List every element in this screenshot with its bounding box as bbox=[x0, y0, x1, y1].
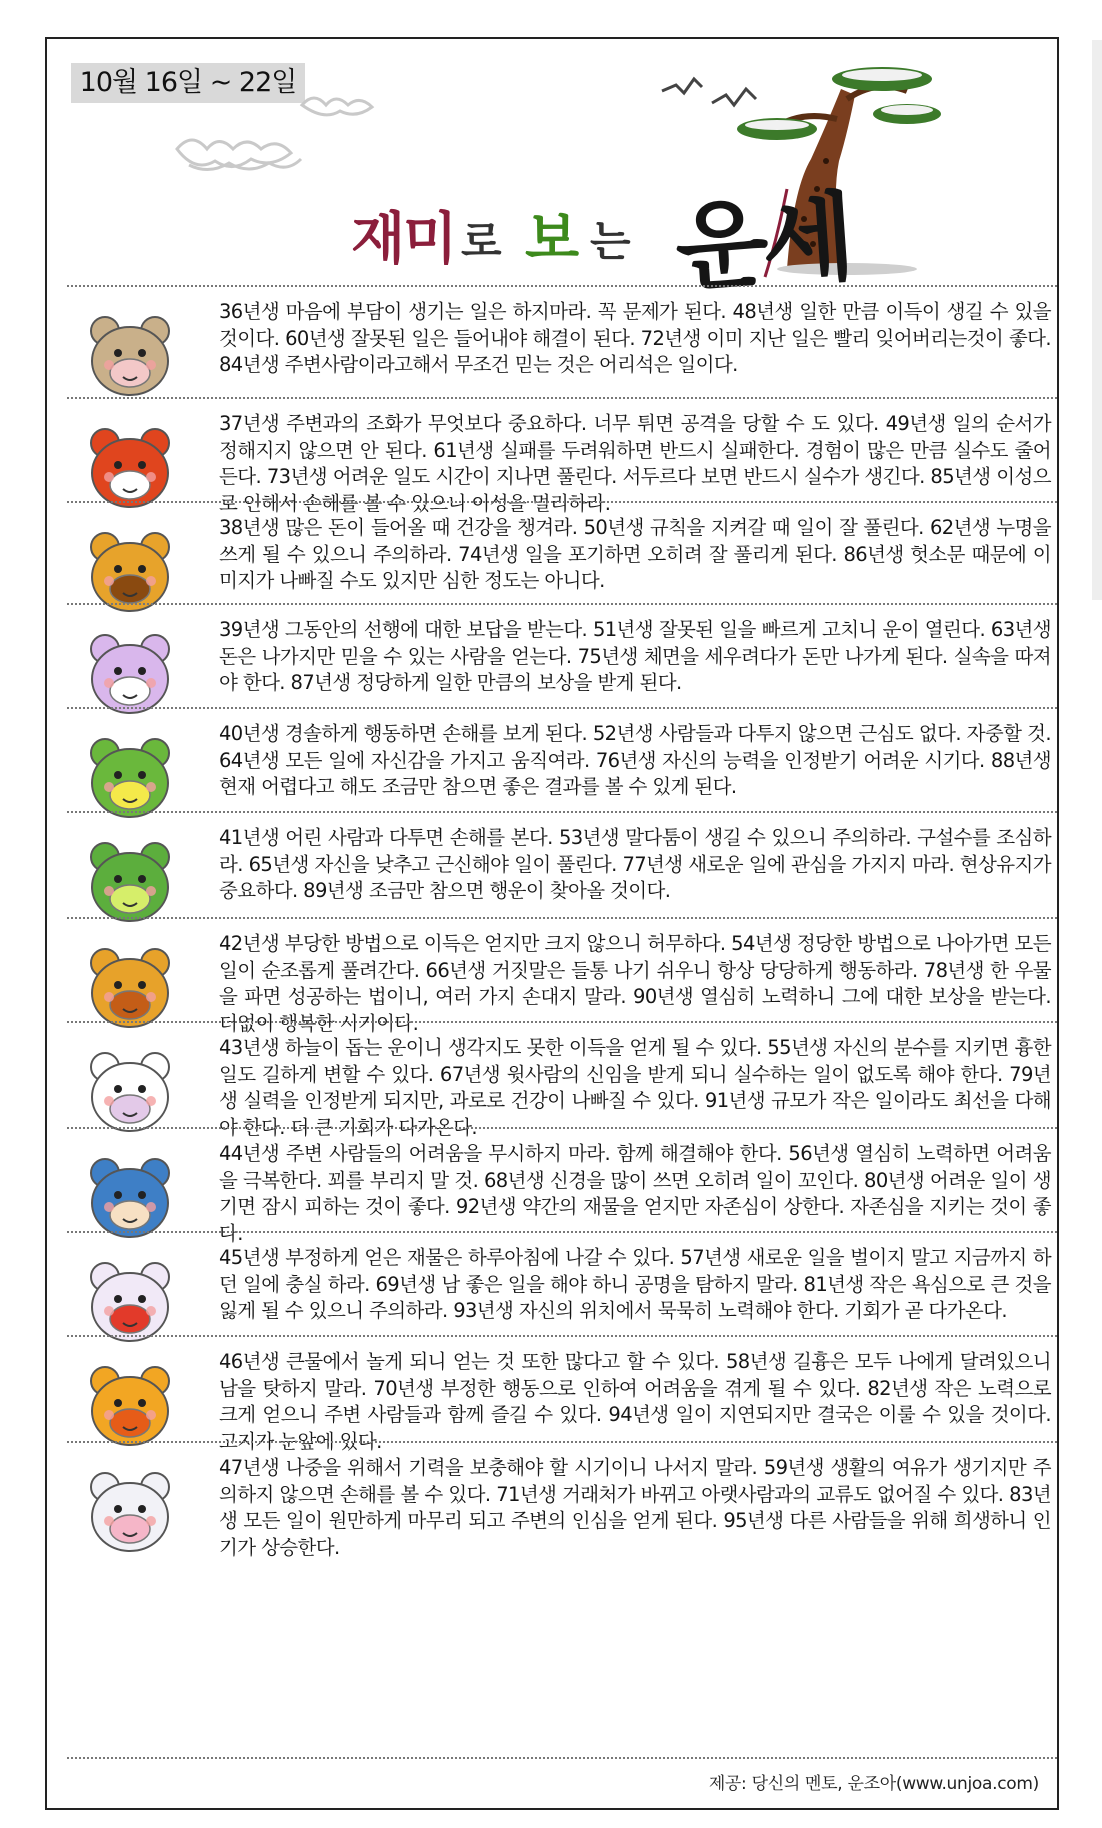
fortune-text: 42년생 부당한 방법으로 이득은 얻지만 크지 않으니 허무하다. 54년생 정당한 방법으로 나아가면 모든 일이 순조롭게 풀려간다. 66년생 거짓말은 들통 나기 쉬우니 항상 당당하게 행동하라. 78년생 한 우물을 파면 성공하는 법이니, 여러 가지 손대지 말라. 90년생 열심히 노력하니 그에 대한 보상을 받는다. 더없이 행복한 시기이다. bbox=[219, 932, 1051, 1035]
credit-line: 제공: 당신의 멘토, 운조아(www.unjoa.com) bbox=[708, 1774, 1039, 1794]
fortune-text: 44년생 주변 사람들의 어려움을 무시하지 마라. 함께 해결해야 한다. 56년생 열심히 노력하면 어려움을 극복한다. 꾀를 부리지 말 것. 68년생 신경을 많이 쓰면 오히려 일이 꼬인다. 80년생 어려운 일이 생기면 잠시 피하는 것이 좋다. 92년생 약간의 재물을 얻지만 자존심이 상한다. 자존심을 지키는 것이 좋다. bbox=[219, 1142, 1051, 1245]
page-edge bbox=[1092, 40, 1102, 600]
article-frame bbox=[45, 37, 1059, 1810]
snake-icon bbox=[75, 827, 185, 937]
monkey-icon bbox=[75, 1143, 185, 1253]
fortune-row bbox=[67, 917, 1057, 1035]
fortune-row bbox=[67, 501, 1057, 592]
fortune-row bbox=[67, 811, 1057, 902]
fortune-row bbox=[67, 1021, 1057, 1139]
dragon-icon bbox=[75, 723, 185, 833]
fortune-row bbox=[67, 1335, 1057, 1453]
title-part-bo: 보 bbox=[525, 207, 580, 272]
fortune-row bbox=[67, 603, 1057, 694]
tiger-icon bbox=[75, 517, 185, 627]
fortune-text: 38년생 많은 돈이 들어올 때 건강을 챙겨라. 50년생 규칙을 지켜갈 때 일이 잘 풀린다. 62년생 누명을 쓰게 될 수 있으니 주의하라. 74년생 일을 포기하면 오히려 잘 풀리게 된다. 86년생 헛소문 때문에 이미지가 나빠질 수도 있지만 심한 정도는 아니다. bbox=[219, 516, 1051, 592]
pig-icon bbox=[75, 1457, 185, 1567]
fortune-row bbox=[67, 285, 1057, 376]
fortune-text: 40년생 경솔하게 행동하면 손해를 보게 된다. 52년생 사람들과 다투지 않으면 근심도 없다. 자중할 것. 64년생 모든 일에 자신감을 가지고 움직여라. 76년생 자신의 능력을 인정받기 어려운 시기다. 88년생 현재 어렵다고 해도 조금만 참으면 좋은 결과를 볼 수 있게 된다. bbox=[219, 722, 1051, 798]
fortune-row bbox=[67, 1127, 1057, 1245]
fortune-text: 41년생 어린 사람과 다투면 손해를 본다. 53년생 말다툼이 생길 수 있으니 주의하라. 구설수를 조심하라. 65년생 자신을 낮추고 근신해야 일이 풀린다. 77년생 새로운 일에 관심을 가지지 마라. 현상유지가 중요하다. 89년생 조금만 참으면 행운이 찾아올 것이다. bbox=[219, 826, 1051, 902]
date-range-badge: 10월 16일 ~ 22일 bbox=[71, 63, 305, 103]
fortune-text: 43년생 하늘이 돕는 운이니 생각지도 못한 이득을 얻게 될 수 있다. 55년생 자신의 분수를 지키면 흉한 일도 길하게 변할 수 있다. 67년생 윗사람의 신임을 받게 되니 실수하는 일이 없도록 해야 한다. 79년생 실력을 인정받게 되지만, 과로로 건강이 나빠질 수 있다. 91년생 규모가 작은 일이라도 최선을 다해야 한다. 더 큰 기회가 다가온다. bbox=[219, 1036, 1051, 1139]
title-main-unse: 운세 bbox=[671, 180, 853, 305]
fortune-text: 46년생 큰물에서 놀게 되니 얻는 것 또한 많다고 할 수 있다. 58년생 길흉은 모두 나에게 달려있으니 남을 탓하지 말라. 70년생 부정한 행동으로 인하여 어려움을 겪게 될 수 있다. 82년생 작은 노력으로 크게 얻으니 주변 사람들과 함께 즐길 수 있다. 94년생 일이 지연되지만 결국은 이룰 수 있을 것이다. 고지가 눈앞에 있다. bbox=[219, 1350, 1051, 1453]
ox-icon bbox=[75, 413, 185, 523]
title-part-ro: 로 bbox=[461, 217, 502, 266]
fortune-row bbox=[67, 1441, 1057, 1559]
sheep-icon bbox=[75, 1037, 185, 1147]
rat-icon bbox=[75, 301, 185, 411]
fortune-text: 39년생 그동안의 선행에 대한 보답을 받는다. 51년생 잘못된 일을 빠르게 고치니 운이 열린다. 63년생 돈은 나가지만 믿을 수 있는 사람을 얻는다. 75년생 체면을 세우려다가 돈만 나가게 된다. 실속을 따져야 한다. 87년생 정당하게 일한 만큼의 보상을 받게 된다. bbox=[219, 618, 1051, 694]
fortune-text: 47년생 나중을 위해서 기력을 보충해야 할 시기이니 나서지 말라. 59년생 생활의 여유가 생기지만 주의하지 않으면 손해를 볼 수 있다. 71년생 거래처가 바뀌고 아랫사람과의 교류도 없어질 수 있다. 83년생 모든 일이 원만하게 마무리 되고 주변의 인심을 얻게 된다. 95년생 다른 사람들을 위해 희생하니 인기가 상승한다. bbox=[219, 1456, 1051, 1559]
rooster-icon bbox=[75, 1247, 185, 1357]
dog-icon bbox=[75, 1351, 185, 1461]
horse-icon bbox=[75, 933, 185, 1043]
cloud-icon bbox=[177, 98, 372, 170]
fortune-text: 36년생 마음에 부담이 생기는 일은 하지마라. 꼭 문제가 된다. 48년생 일한 만큼 이득이 생길 수 있을 것이다. 60년생 잘못된 일은 들어내야 해결이 된다. 72년생 이미 지난 일은 빨리 잊어버리는것이 좋다. 84년생 주변사람이라고해서 무조건 믿는 것은 어리석은 일이다. bbox=[219, 300, 1051, 376]
bottom-divider bbox=[67, 1757, 1057, 1759]
fortune-text: 45년생 부정하게 얻은 재물은 하루아침에 나갈 수 있다. 57년생 새로운 일을 벌이지 말고 지금까지 하던 일에 충실 하라. 69년생 남 좋은 일을 해야 하니 공명을 탐하지 말라. 81년생 작은 욕심으로 큰 것을 잃게 될 수 있으니 주의하라. 93년생 자신의 위치에서 묵묵히 노력해야 한다. 기회가 곧 다가온다. bbox=[219, 1246, 1051, 1322]
title-part-neun: 는 bbox=[590, 217, 631, 266]
bird-icon bbox=[662, 79, 756, 105]
fortune-row bbox=[67, 1231, 1057, 1322]
rabbit-icon bbox=[75, 619, 185, 729]
fortune-text: 37년생 주변과의 조화가 무엇보다 중요하다. 너무 튀면 공격을 당할 수 도 있다. 49년생 일의 순서가 정해지지 않으면 안 된다. 61년생 실패를 두려워하면 반드시 실패한다. 경험이 많은 만큼 실수도 줄어든다. 73년생 어려운 일도 시간이 지나면 풀린다. 서두르다 보면 반드시 실수가 생긴다. 85년생 이성으로 인해서 손해를 볼 수 있으니 이성을 멀리하라. bbox=[219, 412, 1051, 515]
fortune-row bbox=[67, 707, 1057, 798]
fortune-row bbox=[67, 397, 1057, 515]
title-part-jaemi: 재미 bbox=[351, 207, 456, 272]
